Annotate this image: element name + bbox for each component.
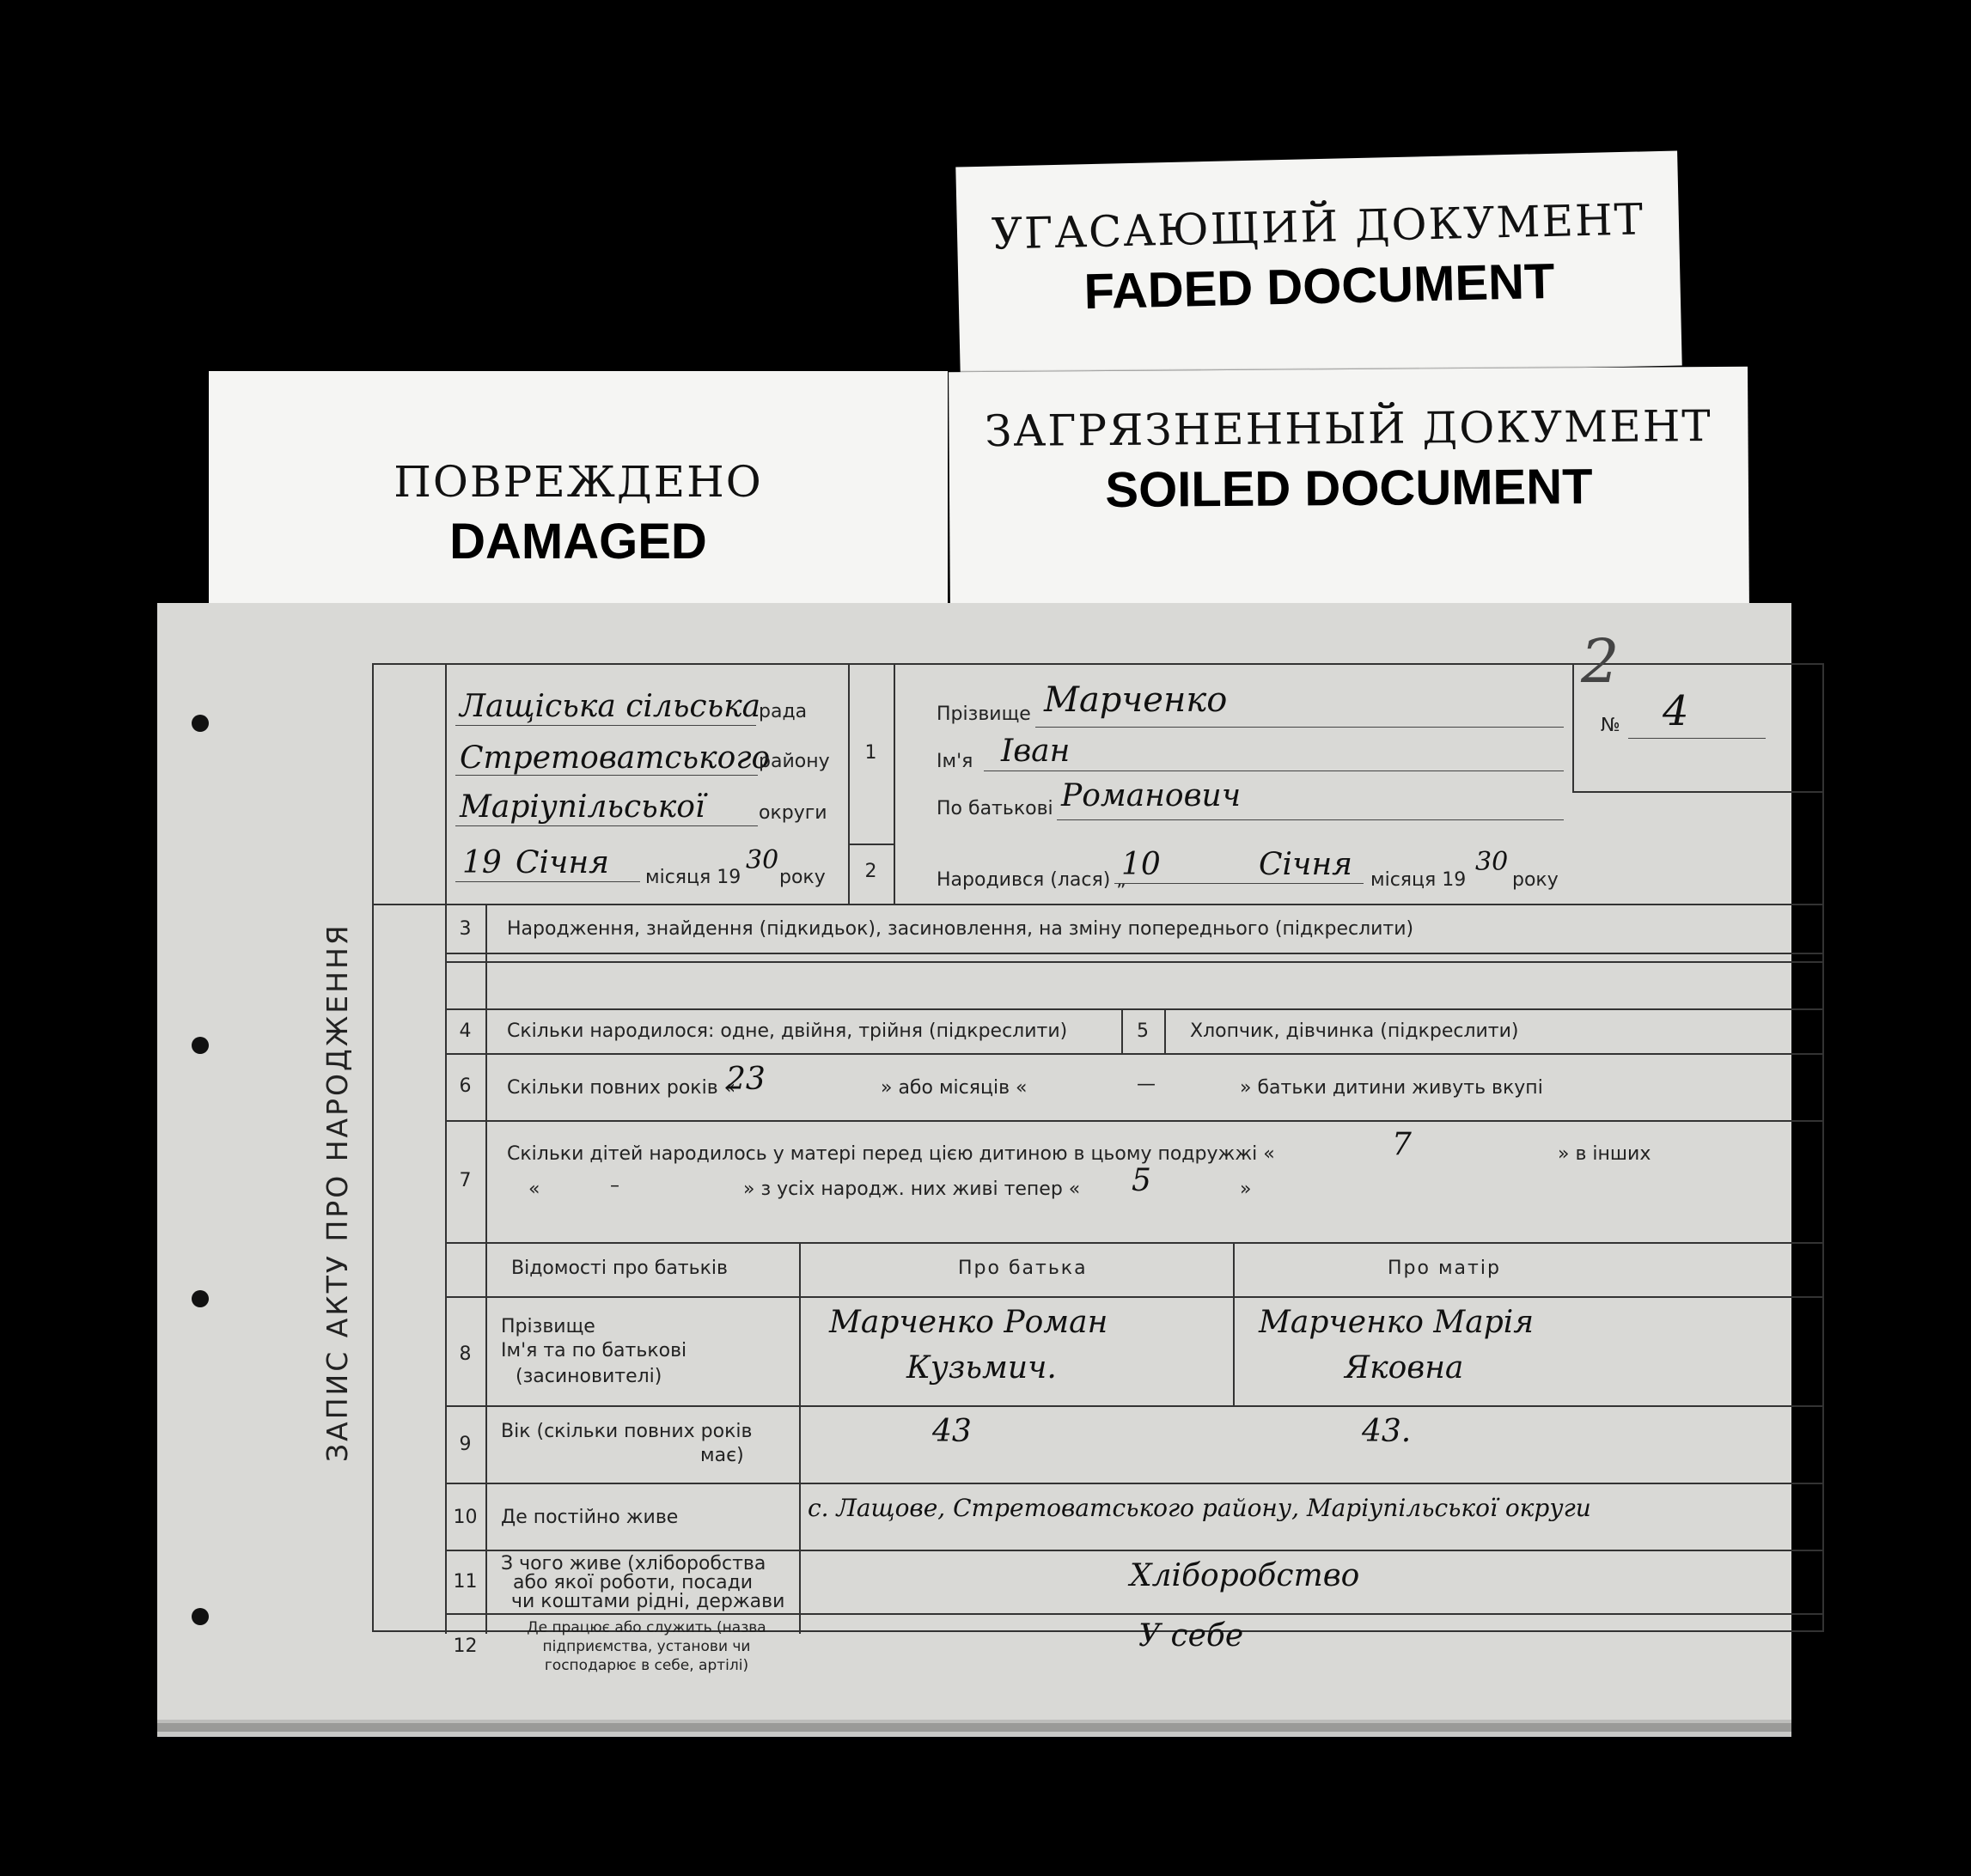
row6-text-c: » батьки дитини живуть вкупі xyxy=(1240,1077,1543,1099)
soiled-document-card xyxy=(949,367,1749,621)
row8-label-surname: Прізвище xyxy=(501,1316,595,1337)
row-divider xyxy=(374,904,1822,905)
row-divider xyxy=(848,844,894,845)
row6-text-a: Скільки повних років « xyxy=(507,1077,736,1099)
underline xyxy=(455,725,756,726)
row7-this-marriage-value: 7 xyxy=(1392,1127,1412,1162)
row12-label: Де працює або служить (назва підприємства, установи чи господарює в себе, артілі) xyxy=(527,1619,766,1674)
name-label: Ім'я xyxy=(937,751,973,772)
faded-document-card xyxy=(955,151,1681,382)
row6-years-value: 23 xyxy=(726,1062,766,1097)
punch-hole xyxy=(192,1608,209,1625)
birth-record-form xyxy=(157,603,1791,1720)
surname-value: Марченко xyxy=(1044,680,1228,720)
soiled-label-ru: ЗАГРЯЗНЕННЫЙ ДОКУМЕНТ xyxy=(985,401,1712,456)
row-number: 12 xyxy=(453,1635,478,1657)
col-divider xyxy=(485,904,487,1634)
row-divider xyxy=(445,961,1822,963)
row5-text: Хлопчик, дівчинка (підкреслити) xyxy=(1190,1020,1519,1042)
row7-line2-b: » з усіх народж. них живі тепер « xyxy=(743,1179,1081,1200)
damaged-label-ru: ПОВРЕЖДЕНО xyxy=(394,457,763,507)
row-divider xyxy=(445,1483,1822,1484)
underline xyxy=(455,881,640,882)
underline xyxy=(1114,883,1364,884)
row-divider xyxy=(445,1242,1822,1244)
row-number: 2 xyxy=(864,861,877,882)
record-month: Січня xyxy=(516,845,610,880)
mother-age: 43. xyxy=(1362,1414,1412,1449)
row9-label-b: має) xyxy=(700,1445,744,1466)
col-divider xyxy=(445,665,447,1634)
parents-header-father: Про батька xyxy=(958,1258,1088,1279)
mother-fullname: Марченко Марія xyxy=(1259,1305,1535,1340)
row11-label-b: або якої роботи, посади xyxy=(513,1572,754,1593)
patronymic-value: Романович xyxy=(1061,778,1242,813)
occupation-value: Хліборобство xyxy=(1130,1558,1360,1593)
record-roku-label: року xyxy=(779,867,826,888)
number-value: 4 xyxy=(1663,687,1689,735)
form-grid xyxy=(372,626,1824,1674)
born-misiatsia-label: місяця 19 xyxy=(1370,869,1467,891)
soiled-label-en: SOILED DOCUMENT xyxy=(1105,459,1593,518)
form-side-title-text: ЗАПИС АКТУ ПРО НАРОДЖЕННЯ xyxy=(320,923,354,1462)
row8-label-adoptive: (засиновителі) xyxy=(516,1366,662,1387)
raion-value: Стретоватського xyxy=(460,740,771,776)
row7-alive-value: 5 xyxy=(1132,1163,1151,1198)
punch-hole xyxy=(192,715,209,732)
row-divider xyxy=(445,1405,1822,1407)
row-number: 6 xyxy=(459,1075,472,1097)
row-number: 11 xyxy=(453,1571,478,1593)
born-day: 10 xyxy=(1121,847,1161,882)
row11-label-c: чи коштами рідні, держави xyxy=(511,1591,785,1612)
faded-label-en: FADED DOCUMENT xyxy=(1083,253,1556,320)
number-label: № xyxy=(1601,715,1620,736)
row9-label-a: Вік (скільки повних років xyxy=(501,1421,753,1442)
faded-label-ru: УГАСАЮЩИЙ ДОКУМЕНТ xyxy=(991,194,1645,259)
row-number: 3 xyxy=(459,918,472,940)
damaged-label-en: DAMAGED xyxy=(449,514,707,570)
punch-hole xyxy=(192,1290,209,1307)
row8-label-name: Ім'я та по батькові xyxy=(501,1340,687,1361)
col-divider xyxy=(1164,1008,1166,1053)
workplace-value: У себе xyxy=(1138,1618,1244,1654)
raion-label: району xyxy=(759,751,830,772)
row7-line2-c: » xyxy=(1240,1179,1252,1200)
mother-patronymic: Яковна xyxy=(1345,1350,1464,1386)
rada-value: Лащіська сільська xyxy=(460,689,761,724)
underline xyxy=(1057,819,1564,820)
row-divider xyxy=(445,1613,1822,1615)
patronymic-label: По батькові xyxy=(937,798,1053,819)
damaged-card xyxy=(209,371,948,620)
record-misiatsia-label: місяця 19 xyxy=(645,867,741,888)
number-box-bottom xyxy=(1572,791,1822,793)
row7-other-value: – xyxy=(610,1175,619,1197)
underline xyxy=(1035,727,1564,728)
row-number: 7 xyxy=(459,1170,472,1191)
col-divider xyxy=(799,1242,801,1634)
row-number: 4 xyxy=(459,1020,472,1042)
father-fullname: Марченко Роман xyxy=(829,1305,1108,1340)
row-divider xyxy=(445,1008,1822,1010)
row10-label: Де постійно живе xyxy=(501,1507,679,1528)
underline xyxy=(455,775,758,776)
row7-line1: Скільки дітей народилось у матері перед цією дитиною в цьому подружжі « xyxy=(507,1143,1275,1165)
row-number: 5 xyxy=(1137,1020,1149,1042)
rada-label: рада xyxy=(759,701,808,722)
okruha-value: Маріупільської xyxy=(460,789,705,825)
born-month: Січня xyxy=(1259,847,1353,882)
record-day: 19 xyxy=(462,845,502,880)
row-number: 9 xyxy=(459,1434,472,1455)
born-label: Народився (лася) „ xyxy=(937,869,1126,891)
parents-header-mother: Про матір xyxy=(1388,1258,1501,1279)
residence-value: с. Лащове, Стретоватського району, Маріупільської округи xyxy=(808,1494,1591,1522)
row-divider xyxy=(445,1053,1822,1055)
row-divider xyxy=(445,1550,1822,1551)
underline xyxy=(455,825,758,826)
corner-mark: 2 xyxy=(1581,626,1620,697)
underline xyxy=(1628,738,1766,739)
col-divider xyxy=(1572,665,1574,791)
row-divider xyxy=(445,1120,1822,1122)
name-value: Іван xyxy=(1001,734,1071,769)
row-divider xyxy=(445,1296,1822,1298)
row6-text-b: » або місяців « xyxy=(881,1077,1028,1099)
row-number: 1 xyxy=(864,742,877,764)
father-age: 43 xyxy=(932,1414,972,1449)
born-roku-label: року xyxy=(1512,869,1559,891)
col-divider xyxy=(1233,1242,1235,1405)
row-number: 10 xyxy=(453,1507,478,1528)
row7-line1-end: » в інших xyxy=(1558,1143,1651,1165)
born-year: 30 xyxy=(1475,847,1509,877)
row-number: 8 xyxy=(459,1343,472,1365)
row11-label-a: З чого живе (хліборобства xyxy=(501,1553,766,1574)
col-divider xyxy=(894,665,895,904)
parents-header-info: Відомості про батьків xyxy=(511,1258,728,1279)
father-patronymic: Кузьмич. xyxy=(906,1350,1057,1386)
row-divider xyxy=(445,953,1822,954)
row4-text: Скільки народилося: одне, двійня, трійня (підкреслити) xyxy=(507,1020,1068,1042)
row7-line2-a: « xyxy=(528,1179,540,1200)
row3-text: Народження, знайдення (підкидьок), засиновлення, на зміну попереднього (підкреслити) xyxy=(507,918,1414,940)
underline xyxy=(984,770,1564,771)
surname-label: Прізвище xyxy=(937,704,1031,725)
record-year: 30 xyxy=(746,845,779,875)
punch-hole xyxy=(192,1037,209,1054)
okruha-label: округи xyxy=(759,802,827,824)
row6-months-value: — xyxy=(1137,1074,1156,1095)
